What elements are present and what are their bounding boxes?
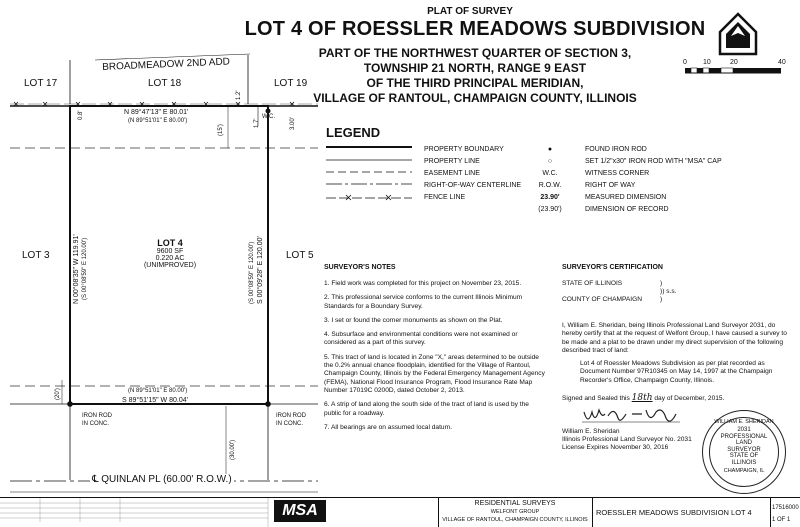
iron-rod-east-conc: IN CONC. (276, 421, 303, 427)
iron-rod-west-conc: IN CONC. (82, 421, 109, 427)
lot-17-label: LOT 17 (24, 78, 58, 89)
iron-rod-east (276, 412, 306, 428)
signature (580, 402, 690, 428)
subtitle-line-1: PART OF THE NORTHWEST QUARTER OF SECTION 3, (318, 46, 632, 60)
broadmeadow-label: BROADMEADOW 2ND ADD (102, 56, 231, 73)
seal-l5: ILLINOIS (731, 459, 757, 466)
seal-l3: SURVEYOR (727, 446, 761, 453)
cert-paren: ) )) s.s. ) (660, 280, 677, 303)
notes-list (324, 280, 546, 432)
cert-name: William E. Sheridan (562, 428, 620, 435)
sheet-info (772, 502, 799, 526)
cert-license: Illinois Professional Land Surveyor No. 2031 (562, 436, 692, 443)
sheet-title: ROESSLER MEADOWS SUBDIVISION LOT 4 (596, 508, 752, 517)
legend-desc-5: MEASURED DIMENSION (585, 194, 667, 201)
seal-name: WILLIAM E. SHERIDAN (714, 419, 774, 425)
seal-city: CHAMPAIGN, IL (723, 468, 765, 474)
revision-table (0, 498, 270, 527)
lot-4-sf: 9600 SF (156, 248, 184, 255)
lot-3-label: LOT 3 (22, 250, 50, 261)
west-bearing-measured: N 00°08'35" W 119.91' (73, 234, 80, 304)
legend-sym-found-rod: ● (547, 146, 553, 153)
legend-symbols (533, 144, 567, 216)
sheet-number: 1 OF 1 (772, 517, 791, 523)
legend-desc-2: SET 1/2"x30" IRON ROD WITH "MSA" CAP (585, 158, 722, 165)
dim-1-7: 1.7' (254, 118, 260, 128)
dim-15: (15') (218, 124, 224, 136)
west-bearing-record: (S 00°08'59" E 120.00') (82, 237, 88, 300)
legend-labels (424, 144, 521, 204)
legend-desc-4: RIGHT OF WAY (585, 182, 636, 189)
page-title: LOT 4 OF ROESSLER MEADOWS SUBDIVISION (244, 18, 706, 40)
iron-rod-west (82, 412, 112, 428)
note-7: 7. All bearings are on assumed local datum. (324, 423, 452, 431)
dim-30: (30.00') (230, 439, 236, 460)
dim-20: (20') (55, 388, 61, 400)
north-arrow-icon (718, 12, 758, 56)
seal-l4: STATE OF (729, 453, 759, 459)
north-bearing-measured: N 89°47'13" E 80.01' (124, 109, 189, 116)
south-bearing-measured: S 89°51'15" W 80.04' (122, 397, 188, 404)
legend-sym-record: (23.90') (538, 206, 562, 213)
cert-para-2: Lot 4 of Roessler Meadows Subdivision as per plat recorded as Document Number 97R10345 on May 14, 1997 at the Champaign Recorder's Office, Champaign County, Illinois. (580, 360, 773, 384)
legend-desc-1: FOUND IRON ROD (585, 146, 647, 153)
iron-rod-west-label: IRON ROD (82, 413, 112, 419)
lot-18-label: LOT 18 (148, 78, 182, 89)
legend-label-1: PROPERTY BOUNDARY (424, 146, 504, 153)
legend-sym-row: R.O.W. (538, 182, 562, 189)
iron-rod-east-label: IRON ROD (276, 413, 306, 419)
lot-19-label: LOT 19 (274, 78, 308, 89)
project-number: 17516000 (772, 505, 799, 511)
cert-expires: License Expires November 30, 2016 (562, 444, 669, 451)
seal-l1: PROFESSIONAL (720, 433, 768, 440)
cert-title: SURVEYOR'S CERTIFICATION (562, 264, 663, 271)
lot-4-status: (UNIMPROVED) (143, 262, 197, 269)
residential-surveys: RESIDENTIAL SURVEYS (474, 500, 556, 507)
east-bearing-record: (S 00°08'59" E 120.00') (249, 241, 255, 304)
notes-title: SURVEYOR'S NOTES (324, 264, 396, 271)
scale-tick-0: 0 (683, 59, 687, 66)
legend-descriptions (585, 144, 722, 216)
legend-label-5: FENCE LINE (424, 194, 466, 201)
cert-day-rest: day of December, 2015. (654, 395, 725, 402)
note-2: 2. This professional service conforms to the current Illinois Minimum Standards for a Boundary Survey. (324, 294, 523, 310)
legend-line-samples (324, 142, 414, 216)
msa-logo: MSA (274, 500, 326, 522)
legend-label-2: PROPERTY LINE (424, 158, 480, 165)
legend-sym-wc: W.C. (542, 170, 558, 177)
lot-5-label: LOT 5 (286, 250, 314, 261)
note-5: 5. This tract of land is located in Zone "X," areas determined to be outside the 0.2% annual chance floodplain, identified for the Village of Rantoul, Champaign County, Illinois by the Federal Emergency Management Agency (FEMA), National Flood Insurance Program, Flood Insurance Rate Map Number 17019C 0200D, dated October 2, 2013. (324, 353, 545, 394)
subtitle-line-4: VILLAGE OF RANTOUL, CHAMPAIGN COUNTY, ILLINOIS (313, 91, 637, 105)
legend-sym-measured: 23.90' (540, 194, 560, 201)
cert-day: 18th (631, 393, 653, 403)
dim-0-8: 0.8' (78, 110, 84, 120)
project-info (440, 500, 590, 524)
legend-sym-set-rod: ○ (547, 158, 553, 165)
legend-desc-6: DIMENSION OF RECORD (585, 206, 669, 213)
project-location: VILLAGE OF RANTOUL, CHAMPAIGN COUNTY, ILLINOIS (442, 517, 588, 523)
plat-of-survey-label: PLAT OF SURVEY (427, 6, 513, 17)
seal-l2: LAND (735, 440, 752, 446)
legend-desc-3: WITNESS CORNER (585, 170, 650, 177)
subtitle-line-2: TOWNSHIP 21 NORTH, RANGE 9 EAST (363, 61, 587, 75)
lot-4-ac: 0.220 AC (155, 255, 185, 262)
cert-para-1: I, William E. Sheridan, being Illinois Professional Land Surveyor 2031, do hereby certify that at the request of Welfont Group, I have caused a survey to be made and a plat to be drawn under my direct supervision of the following described tract of land: (562, 322, 787, 354)
north-bearing-record: (N 89°51'01" E 80.00') (128, 118, 188, 124)
title-block (0, 497, 800, 527)
dim-wc: W.C. (262, 114, 275, 120)
note-1: 1. Field work was completed for this project on November 23, 2015. (324, 280, 522, 287)
note-4: 4. Subsurface and environmental conditions were not examined or considered as a part of this survey. (324, 331, 518, 347)
note-6: 6. A strip of land along the south side of the tract of land is used by the public for a roadway. (324, 401, 529, 417)
scale-tick-40: 40 (778, 59, 786, 66)
cert-state: STATE OF ILLINOIS (562, 280, 623, 287)
legend-label-4: RIGHT-OF-WAY CENTERLINE (424, 182, 522, 189)
cert-ss: ) s.s. (662, 288, 677, 295)
legend-label-3: EASEMENT LINE (424, 170, 480, 177)
seal-num: 2031 (737, 427, 751, 433)
lot-4-label: LOT 4 (157, 238, 183, 248)
south-bearing-record: (N 89°51'01" E 80.00') (128, 388, 188, 394)
scale-tick-20: 20 (730, 59, 738, 66)
cert-county: COUNTY OF CHAMPAIGN (562, 296, 642, 303)
lot-4-info (120, 238, 220, 269)
scale-tick-10: 10 (703, 59, 711, 66)
cert-signer (562, 428, 692, 452)
dim-3-00: 3.00' (290, 117, 296, 130)
subtitle-line-3: OF THE THIRD PRINCIPAL MERIDIAN, (366, 76, 584, 90)
east-bearing-measured: S 00°09'28" E 120.00' (257, 236, 264, 304)
note-3: 3. I set or found the corner monuments as shown on the Plat. (324, 316, 503, 324)
client-name: WELFONT GROUP (490, 509, 540, 515)
quinlan-road-label: ℄ QUINLAN PL (60.00' R.O.W.) (92, 474, 232, 485)
cert-signed-label: Signed and Sealed this (562, 395, 630, 402)
surveyor-seal (702, 410, 786, 494)
legend-title: LEGEND (326, 125, 381, 140)
dim-1-2: 1.2' (236, 90, 242, 100)
